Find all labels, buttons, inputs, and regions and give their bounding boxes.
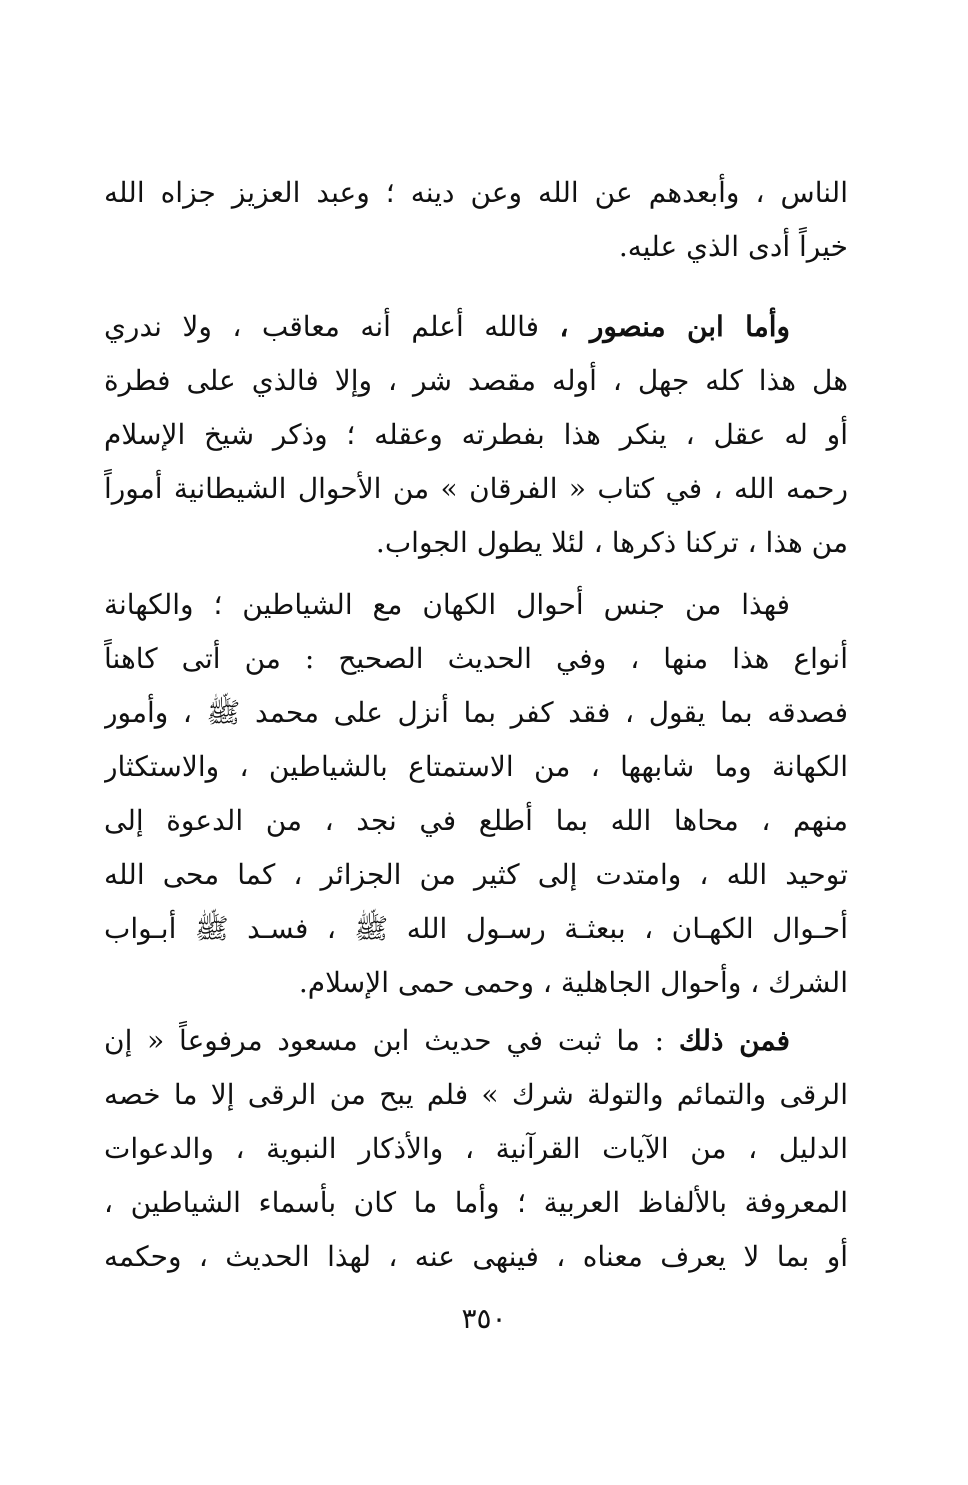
text-line-rest: فالله أعلم أنه معاقب ، ولا ندري — [104, 310, 560, 343]
paragraph-lead: فمن ذلك — [678, 1024, 791, 1057]
text-line-rest: : ما ثبت في حديث ابن مسعود مرفوعاً « إن — [104, 1024, 679, 1057]
text-line: منهم ، محاها الله بما أطلع في نجد ، من الدعوة إلى — [104, 804, 848, 837]
paragraph-1 — [104, 166, 848, 274]
text-line: الشرك ، وأحوال الجاهلية ، وحمى حمى الإسلام. — [298, 966, 848, 999]
paragraph-lead: وأما ابن منصور ، — [559, 310, 790, 343]
text-line: أنواع هذا منها ، وفي الحديث الصحيح : من أتى كاهناً — [104, 642, 848, 675]
text-line: المعروفة بالألفاظ العربية ؛ وأما ما كان بأسماء الشياطين ، — [104, 1186, 848, 1219]
text-line: أو بما لا يعرف معناه ، فينهى عنه ، لهذا الحديث ، وحكمه — [104, 1240, 848, 1273]
paragraph-3 — [104, 578, 848, 1010]
text-line: خيراً أدى الذي عليه. — [618, 230, 848, 263]
text-line: الرقى والتمائم والتولة شرك » فلم يبح من الرقى إلا ما خصه — [104, 1078, 848, 1111]
text-line: الناس ، وأبعدهم عن الله وعن دينه ؛ وعبد العزيز جزاه الله — [104, 176, 848, 209]
paragraph-4 — [104, 1014, 848, 1284]
paragraph-2 — [104, 300, 848, 570]
text-line: رحمه الله ، في كتاب « الفرقان » من الأحوال الشيطانية أموراً — [104, 472, 848, 505]
text-line: أحـوال الكهـان ، ببعثـة رسـول الله ﷺ ، فسـد ﷺ أبـواب — [104, 912, 848, 945]
text-line: أو له عقل ، ينكر هذا بفطرته وعقله ؛ وذكر شيخ الإسلام — [104, 418, 848, 451]
text-line: فهذا من جنس أحوال الكهان مع الشياطين ؛ والكهانة — [104, 588, 790, 621]
page-number: ٣٥٠ — [461, 1302, 507, 1335]
text-line: من هذا ، تركنا ذكرها ، لئلا يطول الجواب. — [375, 526, 848, 559]
text-line: توحيد الله ، وامتدت إلى كثير من الجزائر ، كما محى الله — [104, 858, 848, 891]
text-line-first — [104, 300, 848, 354]
text-line: فصدقه بما يقول ، فقد كفر بما أنزل على محمد ﷺ ، وأمور — [104, 696, 848, 729]
text-line: الكهانة وما شابهها ، من الاستمتاع بالشياطين ، والاستكثار — [104, 750, 848, 783]
text-line-first — [104, 1014, 848, 1068]
text-line: الدليل ، من الآيات القرآنية ، والأذكار النبوية ، والدعوات — [104, 1132, 848, 1165]
text-line: هل هذا كله جهل ، أوله مقصد شر ، وإلا فالذي على فطرة — [104, 364, 848, 397]
